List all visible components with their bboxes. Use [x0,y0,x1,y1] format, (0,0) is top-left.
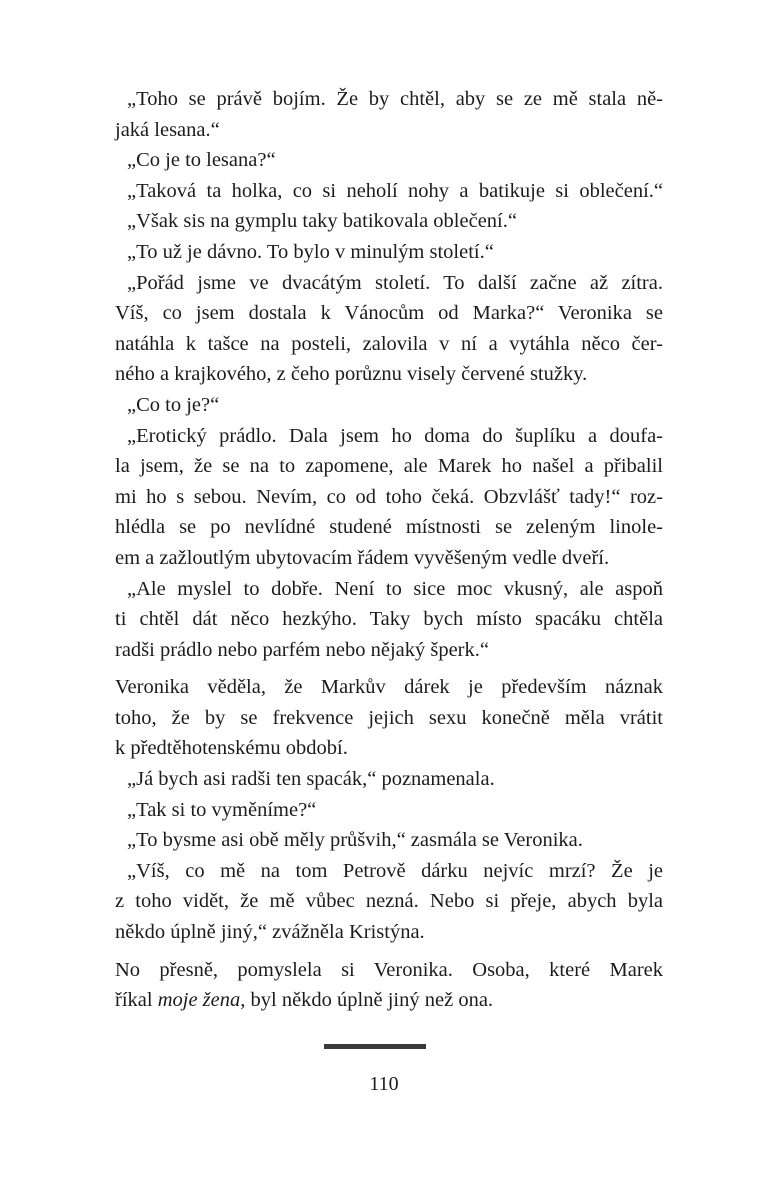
text-line: z toho vidět, že mě vůbec nezná. Nebo si přeje, abych byla [115,890,663,913]
text-line: ti chtěl dát něco hezkýho. Taky bych místo spacáku chtěla [115,608,663,631]
text-line: natáhla k tašce na posteli, zalovila v ní a vytáhla něco čer- [115,332,663,355]
text-line: „Však sis na gymplu taky batikovala oblečení.“ [127,210,517,233]
section-divider [324,1044,426,1049]
text-line: „Toho se právě bojím. Že by chtěl, aby se ze mě stala ně- [127,88,663,110]
text-line [115,985,663,1016]
text-line: toho, že by se frekvence jejich sexu konečně měla vrátit [115,706,663,729]
text-line: „Tak si to vyměníme?“ [127,798,317,821]
text-line: „Pořád jsme ve dvacátým století. To další začne až zítra. [127,271,663,294]
text-line: ného a krajkového, z čeho porůznu visely červené stužky. [115,363,588,386]
text-line: radši prádlo nebo parfém nebo nějaký šperk.“ [115,638,489,661]
page-body [115,84,663,1016]
text-line: „Taková ta holka, co si neholí nohy a batikuje si oblečení.“ [127,179,663,202]
text-span: říkal [115,989,158,1012]
text-line: Víš, co jsem dostala k Vánocům od Marka?“ Veronika se [115,302,663,325]
text-line: „Co je to lesana?“ [127,149,276,172]
text-line: Veronika věděla, že Markův dárek je především náznak [115,676,663,699]
text-span: , byl někdo úplně jiný než ona. [240,989,494,1012]
text-line: No přesně, pomyslela si Veronika. Osoba, které Marek [115,958,663,981]
text-line: „To už je dávno. To bylo v minulým století.“ [127,240,494,263]
text-line: jaká lesana.“ [115,118,220,141]
text-line: em a zažloutlým ubytovacím řádem vyvěšeným vedle dveří. [115,546,610,569]
italic-phrase: moje žena [157,989,241,1012]
page-number: 110 [369,1073,399,1095]
text-line: „Co to je?“ [127,393,220,416]
text-line: „To bysme asi obě měly průšvih,“ zasmála se Veronika. [127,829,583,852]
text-line: hlédla se po nevlídné studené místnosti se zeleným linole- [115,516,663,539]
text-line: „Víš, co mě na tom Petrově dárku nejvíc mrzí? Že je [127,859,663,882]
text-line: „Erotický prádlo. Dala jsem ho doma do šuplíku a doufa- [127,424,663,447]
text-line: někdo úplně jiný,“ zvážněla Kristýna. [115,921,425,944]
text-line: „Já bych asi radši ten spacák,“ poznamenala. [127,768,495,791]
text-line: la jsem, že se na to zapomene, ale Marek ho našel a přibalil [115,455,663,478]
text-line: k předtěhotenskému období. [115,737,348,760]
text-line: „Ale myslel to dobře. Není to sice moc vkusný, ale aspoň [127,577,663,600]
text-line: mi ho s sebou. Nevím, co od toho čeká. Obzvlášť tady!“ roz- [115,485,663,508]
